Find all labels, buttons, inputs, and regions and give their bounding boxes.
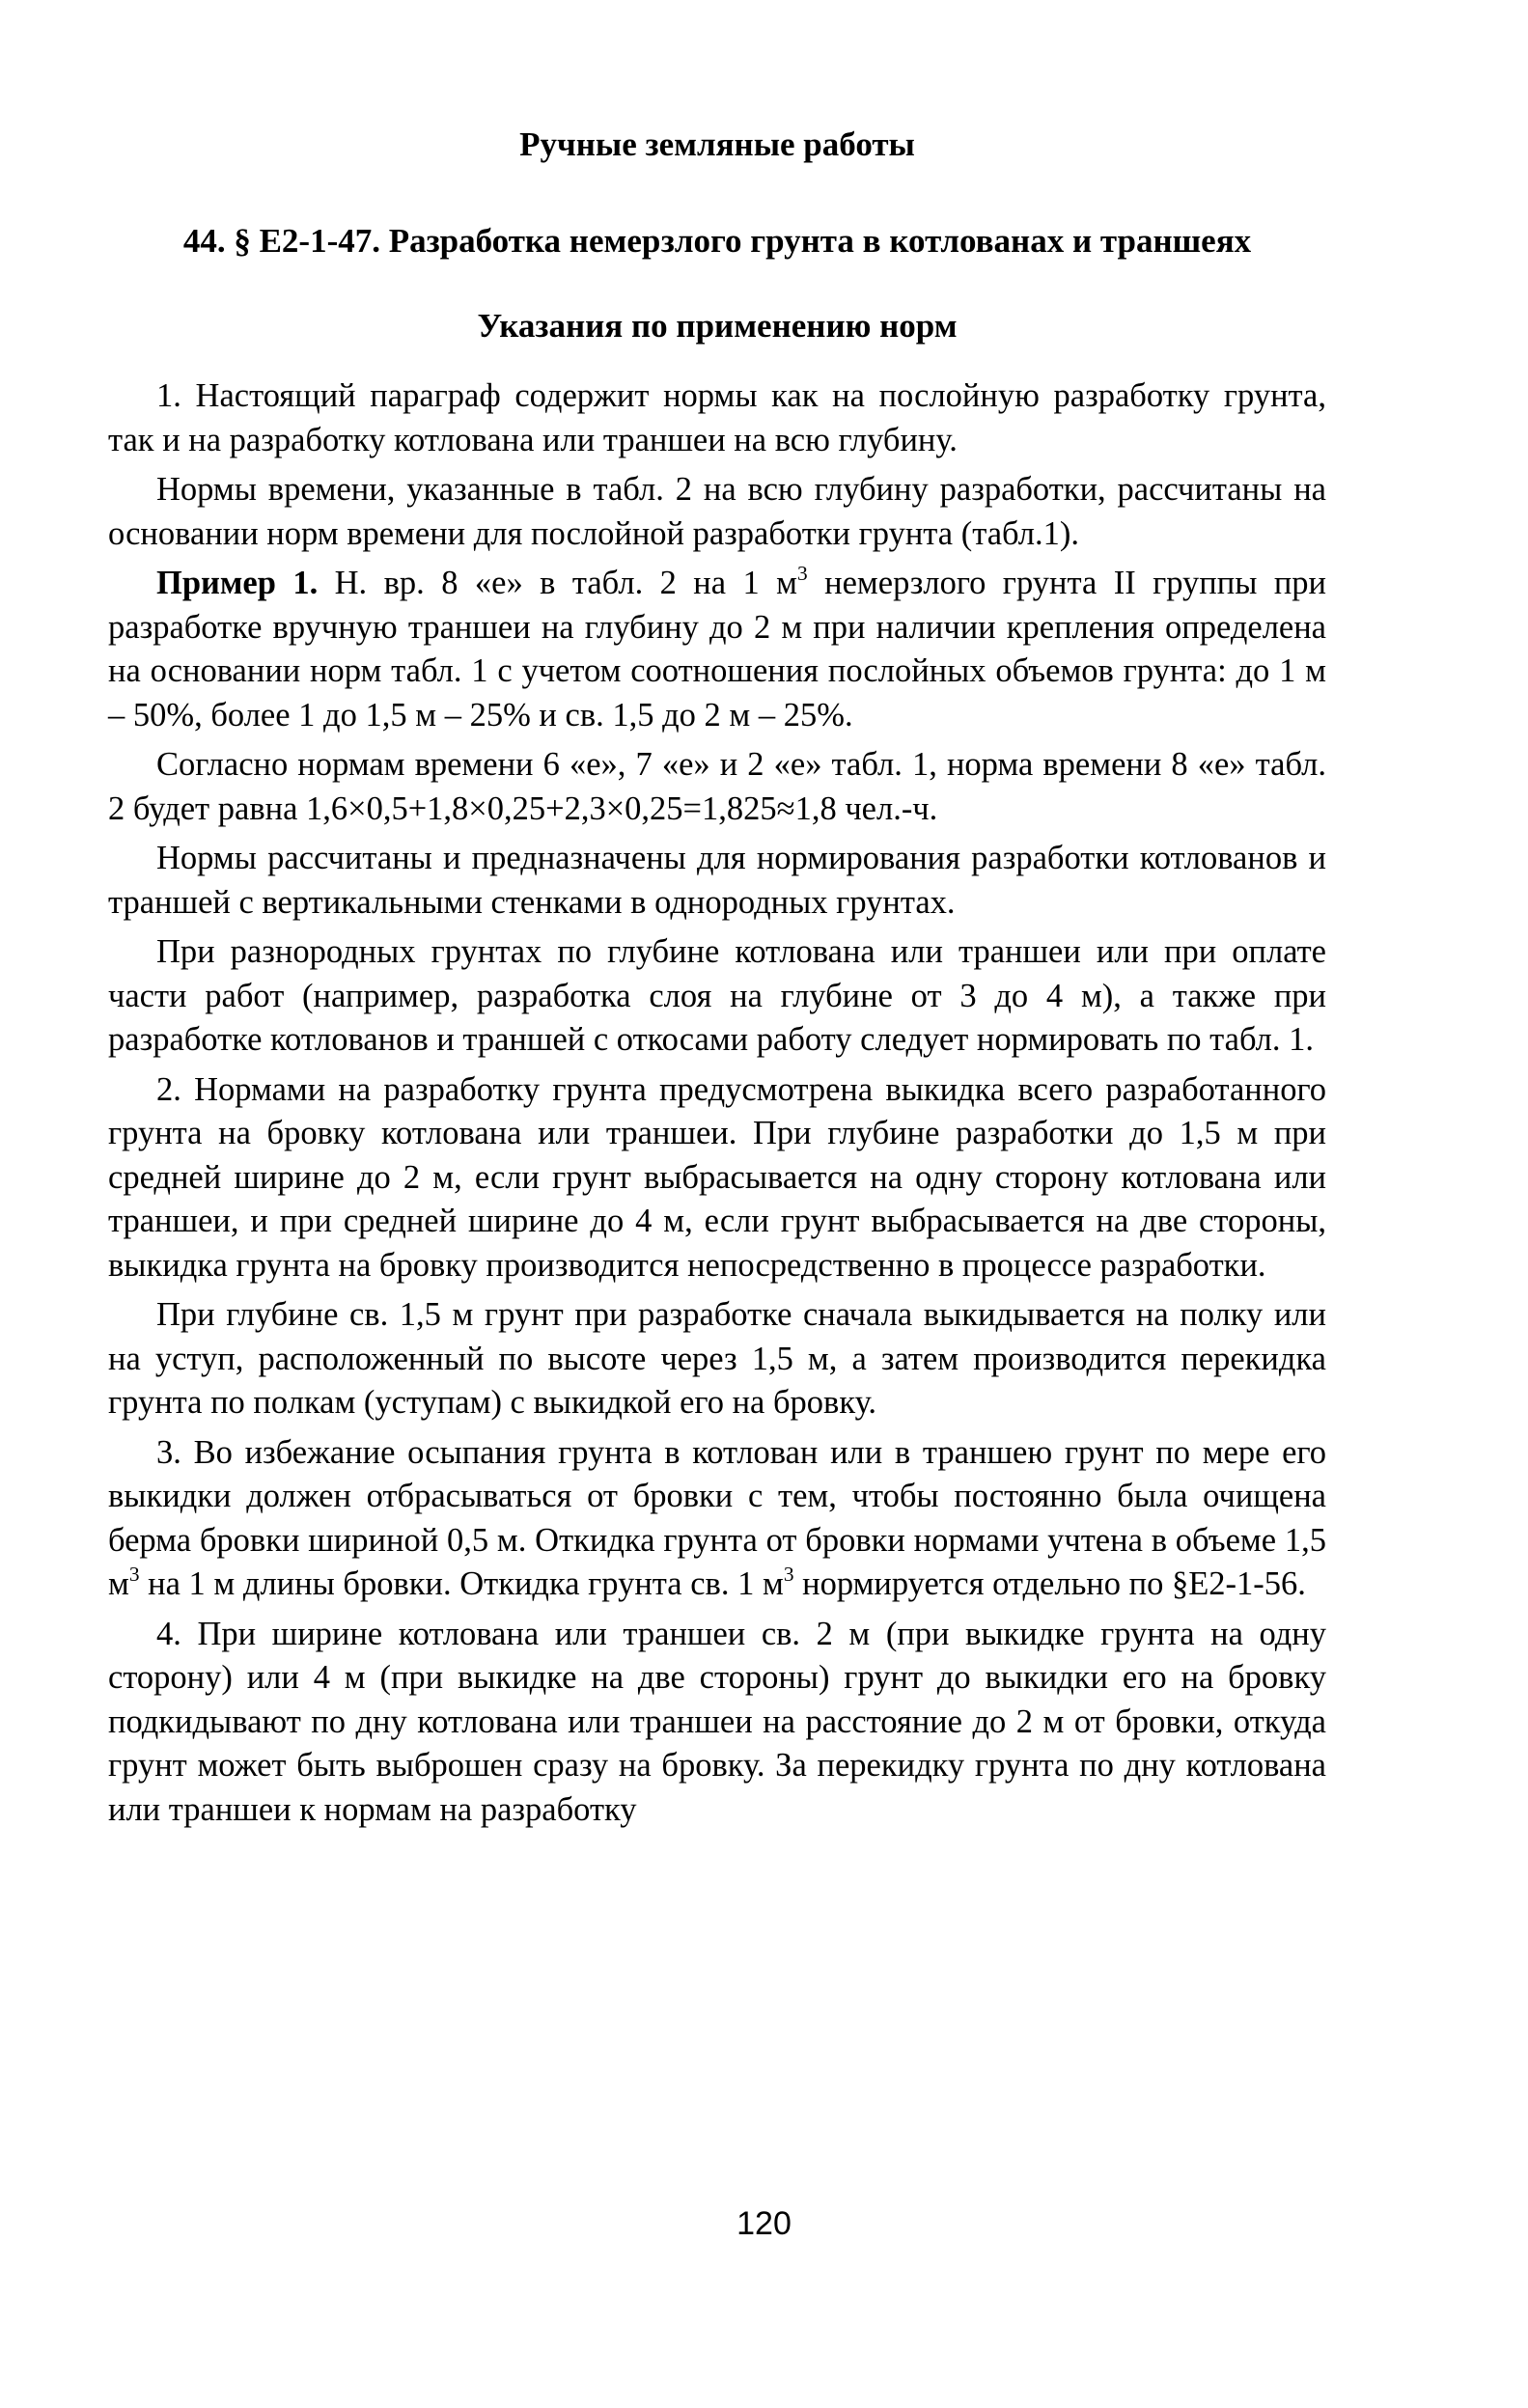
superscript: 3 (797, 561, 808, 585)
example-label: Пример 1. (156, 565, 319, 601)
paragraph-9-text-b: на 1 м длины бровки. Откидка грунта св. 1 м (139, 1565, 784, 1602)
paragraph-9-text-a: 3. Во избежание осыпания грунта в котлован или в траншею грунт по мере его выкидки должен отбрасываться от бровки с тем, чтобы постоянно была очищена берма бровки шириной 0,5 м. Откидка грунта от бровки нормами учтена в объеме 1,5 м (108, 1433, 1326, 1602)
paragraph-title: 44. § Е2-1-47. Разработка немерзлого грунта в котлованах и траншеях (182, 222, 1252, 260)
section-title: Ручные земляные работы (519, 125, 915, 163)
superscript: 3 (128, 1562, 140, 1586)
body-text (108, 374, 1326, 1832)
example-text-b: немерзлого грунта II группы при разработке вручную траншеи на глубину до 2 м при наличии крепления определена на основании норм табл. 1 с учетом соотношения послойных объемов грунта: до 1 м – 50%, более 1 до 1,5 м – 25% и св. 1,5 до 2 м – 25%. (108, 565, 1327, 733)
page-number: 120 (736, 2205, 792, 2242)
paragraph-example-1 (108, 562, 1326, 737)
paragraph-9-text-c: нормируется отдельно по §Е2-1-56. (793, 1565, 1306, 1602)
paragraph-10: 4. При ширине котлована или траншеи св. 2 м (при выкидке грунта на одну сторону) или 4 м (при выкидке на две стороны) грунт до выкидки его на бровку подкидывают по дну котлована или траншеи на расстояние до 2 м от бровки, откуда грунт может быть выброшен сразу на бровку. За перекидку грунта по дну котлована или траншеи к нормам на разработку (108, 1615, 1326, 1828)
subheading: Указания по применению норм (477, 307, 958, 345)
paragraph-4: Согласно нормам времени 6 «е», 7 «е» и 2 «е» табл. 1, норма времени 8 «е» табл. 2 будет равна 1,6×0,5+1,8×0,25+2,3×0,25=1,825≈1,8 чел.-ч. (108, 746, 1326, 827)
paragraph-8: При глубине св. 1,5 м грунт при разработке сначала выкидывается на полку или на уступ, расположенный по высоте через 1,5 м, а затем производится перекидка грунта по полкам (уступам) с выкидкой его на бровку. (108, 1296, 1326, 1421)
superscript: 3 (783, 1562, 794, 1586)
paragraph-2: Нормы времени, указанные в табл. 2 на всю глубину разработки, рассчитаны на основании норм времени для послойной разработки грунта (табл.1). (108, 471, 1326, 552)
document-page (108, 124, 1326, 1838)
paragraph-7: 2. Нормами на разработку грунта предусмотрена выкидка всего разработанного грунта на бровку котлована или траншеи. При глубине разработки до 1,5 м при средней ширине до 2 м, если грунт выбрасывается на одну сторону котлована или траншеи, и при средней ширине до 4 м, если грунт выбрасывается на две стороны, выкидка грунта на бровку производится непосредственно в процессе разработки. (108, 1070, 1326, 1284)
paragraph-1: 1. Настоящий параграф содержит нормы как на послойную разработку грунта, так и на разработку котлована или траншеи на всю глубину. (108, 377, 1326, 458)
example-text-a: Н. вр. 8 «е» в табл. 2 на 1 м (318, 565, 798, 601)
paragraph-6: При разнородных грунтах по глубине котлована или траншеи или при оплате части работ (например, разработка слоя на глубине от 3 до 4 м), а также при разработке котлованов и траншей с откосами работу следует нормировать по табл. 1. (108, 933, 1326, 1058)
paragraph-5: Нормы рассчитаны и предназначены для нормирования разработки котлованов и траншей с вертикальными стенками в однородных грунтах. (108, 840, 1326, 921)
paragraph-9 (108, 1431, 1326, 1607)
